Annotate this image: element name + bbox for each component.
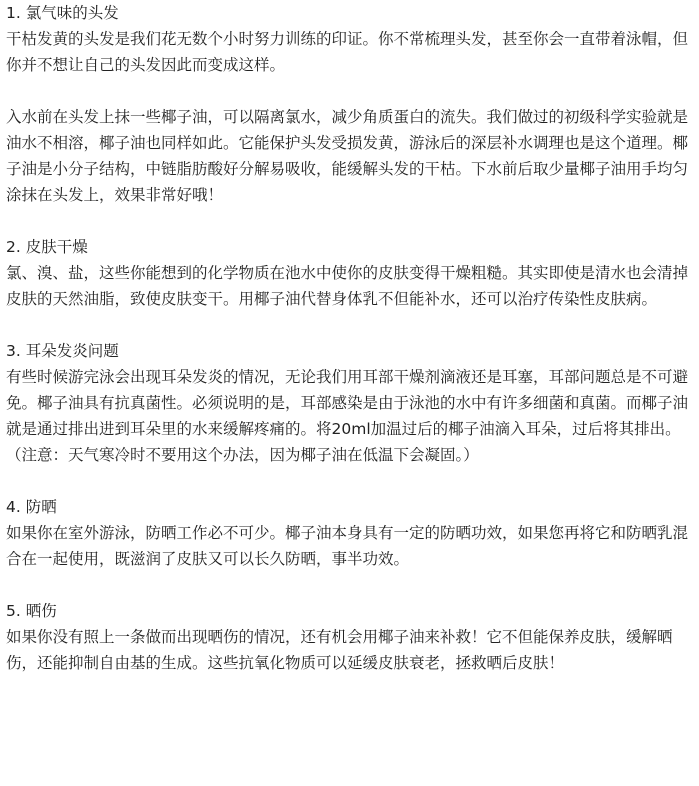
- section-spacer: [6, 312, 691, 338]
- section-heading: 3. 耳朵发炎问题: [6, 342, 119, 360]
- section-paragraph: 入水前在头发上抹一些椰子油，可以隔离氯水，减少角质蛋白的流失。我们做过的初级科学实验就是油水不相溶，椰子油也同样如此。它能保护头发受损发黄，游泳后的深层补水调理也是这个道理。椰子油是小分子结构，中链脂肪酸好分解易吸收，能缓解头发的干枯。下水前后取少量椰子油用手均匀涂抹在头发上，效果非常好哦！: [6, 108, 689, 204]
- section-spacer: [6, 468, 691, 494]
- section-sunburn: [6, 598, 691, 676]
- section-ear-infection: [6, 338, 691, 468]
- section-heading: 4. 防晒: [6, 498, 57, 516]
- section-paragraph: 干枯发黄的头发是我们花无数个小时努力训练的印证。你不常梳理头发，甚至你会一直带着泳帽，但你并不想让自己的头发因此而变成这样。: [6, 30, 689, 74]
- section-heading: 1. 氯气味的头发: [6, 4, 119, 22]
- paragraph-spacer: [6, 78, 691, 104]
- section-sunscreen: [6, 494, 691, 572]
- section-chlorine-hair: [6, 0, 691, 208]
- section-heading: 5. 晒伤: [6, 602, 57, 620]
- section-spacer: [6, 572, 691, 598]
- section-dry-skin: [6, 234, 691, 312]
- section-spacer: [6, 208, 691, 234]
- section-paragraph: 如果你在室外游泳，防晒工作必不可少。椰子油本身具有一定的防晒功效，如果您再将它和防晒乳混合在一起使用，既滋润了皮肤又可以长久防晒，事半功效。: [6, 524, 689, 568]
- section-paragraph: 有些时候游完泳会出现耳朵发炎的情况，无论我们用耳部干燥剂滴液还是耳塞，耳部问题总是不可避免。椰子油具有抗真菌性。必须说明的是，耳部感染是由于泳池的水中有许多细菌和真菌。而椰子油就是通过排出进到耳朵里的水来缓解疼痛的。将20ml加温过后的椰子油滴入耳朵，过后将其排出。（注意：天气寒冷时不要用这个办法，因为椰子油在低温下会凝固。）: [6, 368, 689, 464]
- section-paragraph: 如果你没有照上一条做而出现晒伤的情况，还有机会用椰子油来补救！它不但能保养皮肤，缓解晒伤，还能抑制自由基的生成。这些抗氧化物质可以延缓皮肤衰老，拯救晒后皮肤！: [6, 628, 673, 672]
- section-paragraph: 氯、溴、盐，这些你能想到的化学物质在池水中使你的皮肤变得干燥粗糙。其实即使是清水也会清掉皮肤的天然油脂，致使皮肤变干。用椰子油代替身体乳不但能补水，还可以治疗传染性皮肤病。: [6, 264, 689, 308]
- section-heading: 2. 皮肤干燥: [6, 238, 88, 256]
